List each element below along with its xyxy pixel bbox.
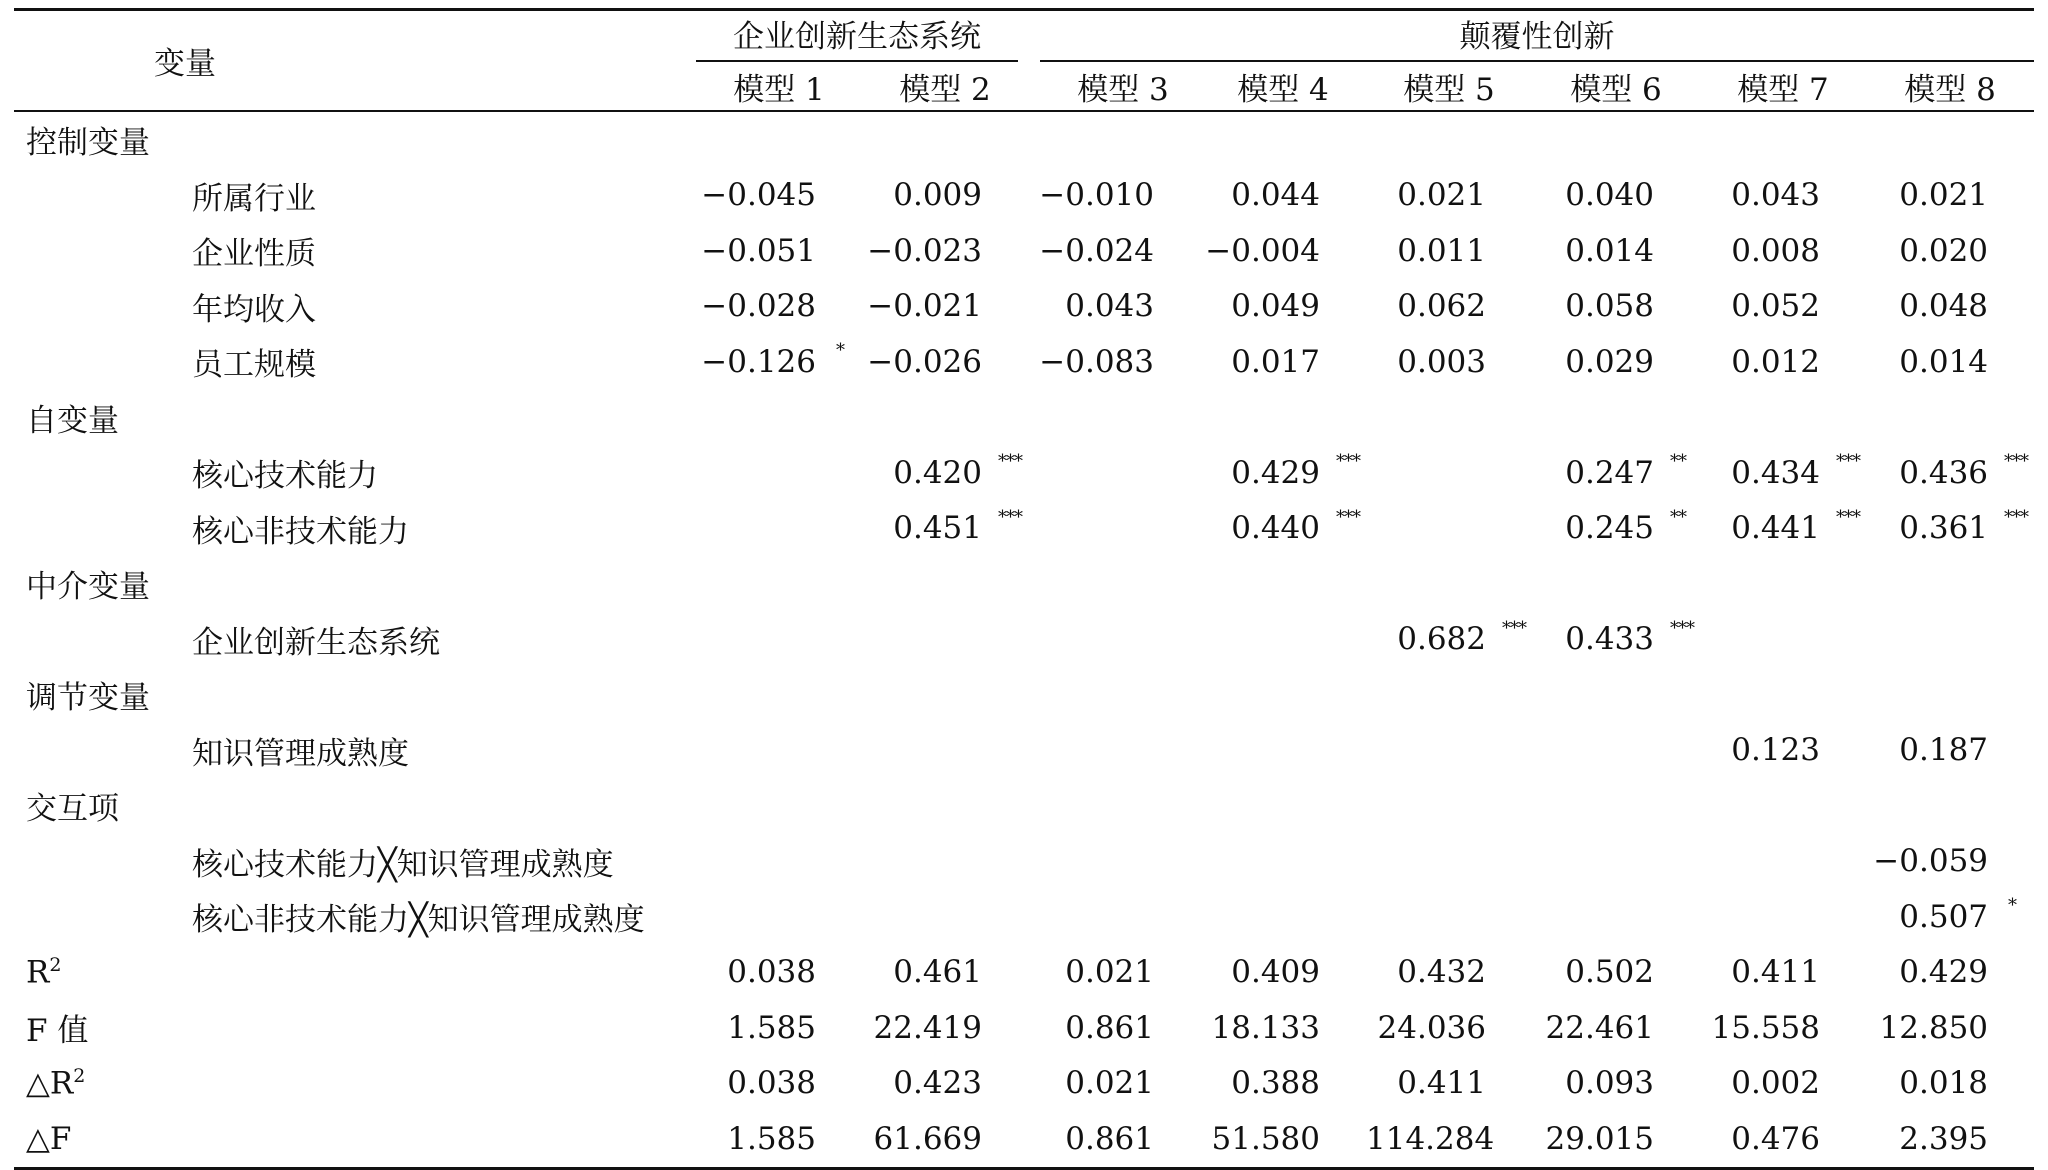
coefficient-value: 0.021 [1899,177,1989,214]
table-row [14,501,2034,557]
stats-label-text: R [26,954,50,991]
coefficient-value: −0.021 [867,288,982,325]
stats-value: 0.429 [1899,954,1989,991]
stats-value: 1.585 [727,1120,816,1157]
row-label: 核心技术能力 [192,458,378,495]
stats-value: 0.093 [1565,1065,1654,1102]
coefficient-value: −0.051 [701,232,816,269]
coefficient-value: 0.429 [1231,454,1320,491]
section-row [14,556,2034,612]
table-row [14,889,2034,945]
stats-row [14,1111,2034,1168]
significance-marker: *** [2004,506,2029,528]
coefficient-cell [696,168,862,224]
coefficient-cell [1200,612,1366,668]
coefficient-cell [1532,612,1700,668]
table-row [14,223,2034,279]
coefficient-cell [1700,723,1866,779]
model-header-1: 模型 1 [696,62,862,111]
significance-marker: ** [1670,451,1686,472]
significance-marker: *** [998,506,1022,528]
coefficient-value: 0.017 [1231,343,1320,380]
table-body [14,111,2034,1168]
row-label: 核心非技术能力 [192,513,409,550]
coefficient-cell [1532,723,1700,779]
coefficient-cell [1532,279,1700,335]
table-row [14,445,2034,501]
model-header-2: 模型 2 [862,62,1028,111]
coefficient-cell [1028,612,1200,668]
coefficient-cell [862,445,1028,501]
coefficient-value: 0.043 [1731,177,1820,214]
coefficient-cell [1700,612,1866,668]
coefficient-cell [1366,889,1532,945]
stats-label-superscript: 2 [49,954,62,977]
stats-value: 0.476 [1731,1120,1820,1157]
coefficient-cell [1366,723,1532,779]
table-row [14,334,2034,390]
coefficient-cell [1532,834,1700,890]
coefficient-cell [1866,723,2034,779]
coefficient-cell [696,501,862,557]
stats-label [14,1111,696,1168]
coefficient-cell [1532,223,1700,279]
stats-value: 0.038 [727,954,816,991]
significance-marker: * [836,340,844,361]
stats-value: 0.388 [1231,1065,1320,1102]
stats-value: 2.395 [1899,1120,1989,1157]
coefficient-cell [1200,834,1366,890]
group-header-disruptive-innovation [1028,10,2034,63]
coefficient-value: 0.020 [1899,232,1989,269]
stats-value: 0.038 [727,1065,816,1102]
coefficient-value: 0.361 [1899,510,1989,547]
coefficient-cell [696,334,862,390]
table-row [14,279,2034,335]
group-header-enterprise-ecosystem-text: 企业创新生态系统 [696,11,1018,62]
coefficient-value: 0.049 [1231,288,1320,325]
stats-value: 0.461 [893,954,982,991]
stats-value: 0.021 [1065,954,1154,991]
stats-value: 29.015 [1545,1120,1654,1157]
coefficient-value: 0.003 [1397,343,1486,380]
coefficient-cell [1028,168,1200,224]
coefficient-value: 0.123 [1731,732,1820,769]
coefficient-value: 0.058 [1565,288,1654,325]
coefficient-cell [1700,334,1866,390]
significance-marker: *** [1836,451,1860,472]
coefficient-cell [1028,501,1200,557]
row-label: 年均收入 [192,291,316,328]
coefficient-cell [1700,501,1866,557]
coefficient-cell [1866,834,2034,890]
stats-value: 114.284 [1366,1120,1495,1157]
coefficient-cell [1700,223,1866,279]
significance-marker: *** [1336,451,1360,472]
coefficient-cell [696,834,862,890]
coefficient-value: 0.009 [893,177,982,214]
coefficient-value: 0.247 [1565,454,1654,491]
stats-value: 0.861 [1065,1009,1154,1046]
row-label: 知识管理成熟度 [192,735,409,772]
section-title: 交互项 [26,791,119,828]
stats-value: 24.036 [1377,1009,1486,1046]
model-header-5: 模型 5 [1366,62,1532,111]
coefficient-cell [1200,168,1366,224]
section-row [14,111,2034,168]
row-label: 核心技术能力╳知识管理成熟度 [192,846,614,883]
coefficient-cell [1700,279,1866,335]
coefficient-cell [1200,501,1366,557]
coefficient-cell [696,723,862,779]
coefficient-value: 0.014 [1565,232,1654,269]
stats-label-text: △F [26,1120,72,1157]
section-row [14,390,2034,446]
coefficient-value: 0.436 [1899,454,1989,491]
model-header-8: 模型 8 [1866,62,2034,111]
significance-marker: * [2008,895,2017,916]
coefficient-cell [862,889,1028,945]
coefficient-cell [1532,889,1700,945]
coefficient-cell [1866,168,2034,224]
coefficient-cell [1866,889,2034,945]
coefficient-value: −0.126 [701,343,816,380]
coefficient-cell [1866,445,2034,501]
model-header-4: 模型 4 [1200,62,1366,111]
row-label: 企业创新生态系统 [192,624,440,661]
table-header [14,10,2034,112]
coefficient-cell [862,501,1028,557]
stats-value: 0.423 [893,1065,982,1102]
stats-row [14,945,2034,1001]
model-header-7: 模型 7 [1700,62,1866,111]
coefficient-value: −0.028 [701,288,816,325]
coefficient-cell [696,445,862,501]
stats-value: 1.585 [727,1009,816,1046]
coefficient-cell [1366,834,1532,890]
model-header-6: 模型 6 [1532,62,1700,111]
coefficient-cell [1700,168,1866,224]
coefficient-cell [862,168,1028,224]
coefficient-cell [1028,334,1200,390]
stats-label-superscript: 2 [73,1065,86,1088]
coefficient-cell [862,834,1028,890]
stats-value: 15.558 [1711,1009,1820,1046]
significance-marker: *** [998,451,1022,472]
coefficient-cell [1532,501,1700,557]
coefficient-value: 0.434 [1731,454,1820,491]
coefficient-cell [1366,612,1532,668]
coefficient-cell [1866,612,2034,668]
coefficient-value: 0.043 [1065,288,1154,325]
coefficient-cell [1866,334,2034,390]
stats-row [14,1000,2034,1056]
table-row [14,168,2034,224]
coefficient-cell [696,223,862,279]
stats-label-text: △R [26,1065,74,1102]
model-header-3: 模型 3 [1028,62,1200,111]
coefficient-value: 0.014 [1899,343,1989,380]
coefficient-value: 0.441 [1731,510,1820,547]
coefficient-cell [1200,279,1366,335]
stats-value: 0.021 [1065,1065,1154,1102]
section-row [14,778,2034,834]
significance-marker: *** [1336,506,1360,528]
coefficient-cell [696,889,862,945]
coefficient-value: 0.245 [1565,510,1654,547]
coefficient-cell [696,612,862,668]
coefficient-cell [1366,445,1532,501]
row-label: 核心非技术能力╳知识管理成熟度 [192,902,645,939]
variable-column-header: 变量 [14,10,696,112]
coefficient-value: 0.507 [1899,898,1989,935]
coefficient-cell [862,334,1028,390]
coefficient-cell [1200,334,1366,390]
coefficient-value: −0.004 [1205,232,1320,269]
stats-value: 0.002 [1731,1065,1820,1102]
coefficient-cell [1028,279,1200,335]
table-row [14,612,2034,668]
group-header-enterprise-ecosystem [696,10,1028,63]
coefficient-cell [1028,834,1200,890]
stats-value: 12.850 [1879,1009,1989,1046]
coefficient-value: −0.045 [701,177,816,214]
coefficient-cell [1866,279,2034,335]
stats-label [14,945,696,1001]
section-title: 调节变量 [26,680,150,717]
coefficient-cell [1366,334,1532,390]
coefficient-cell [1028,223,1200,279]
coefficient-cell [1200,723,1366,779]
coefficient-value: −0.059 [1873,843,1989,880]
row-label: 员工规模 [192,347,316,384]
coefficient-value: 0.062 [1397,288,1486,325]
coefficient-cell [1532,445,1700,501]
coefficient-cell [862,279,1028,335]
stats-label [14,1000,696,1056]
stats-value: 22.419 [873,1009,982,1046]
coefficient-value: 0.021 [1397,177,1486,214]
table-row [14,723,2034,779]
stats-label-text: F 值 [26,1013,89,1050]
section-title: 中介变量 [26,569,150,606]
coefficient-cell [696,279,862,335]
stats-value: 0.432 [1397,954,1486,991]
coefficient-cell [1532,334,1700,390]
coefficient-value: 0.040 [1565,177,1654,214]
coefficient-value: 0.008 [1731,232,1820,269]
stats-value: 0.409 [1231,954,1320,991]
coefficient-value: 0.420 [893,454,982,491]
regression-table [14,8,2034,1170]
significance-marker: *** [1502,617,1526,639]
coefficient-cell [862,612,1028,668]
section-title: 自变量 [26,402,119,439]
row-label: 企业性质 [192,236,316,273]
coefficient-value: −0.083 [1039,343,1154,380]
section-title: 控制变量 [26,125,150,162]
coefficient-cell [1200,445,1366,501]
coefficient-value: −0.024 [1039,232,1154,269]
coefficient-value: 0.048 [1899,288,1989,325]
row-label: 所属行业 [192,180,316,217]
coefficient-value: 0.012 [1731,343,1820,380]
coefficient-value: 0.440 [1231,510,1320,547]
coefficient-value: 0.433 [1565,621,1654,658]
stats-value: 0.861 [1065,1120,1154,1157]
stats-value: 0.411 [1397,1065,1486,1102]
coefficient-value: 0.052 [1731,288,1820,325]
coefficient-cell [1700,834,1866,890]
significance-marker: *** [2004,451,2029,472]
coefficient-cell [1200,223,1366,279]
coefficient-value: 0.029 [1565,343,1654,380]
significance-marker: ** [1670,506,1686,528]
coefficient-cell [1028,723,1200,779]
section-row [14,667,2034,723]
coefficient-cell [1700,445,1866,501]
coefficient-cell [1866,501,2034,557]
stats-value: 51.580 [1211,1120,1320,1157]
coefficient-cell [1866,223,2034,279]
coefficient-cell [862,223,1028,279]
regression-table-container [14,8,2034,1170]
group-header-disruptive-innovation-text: 颠覆性创新 [1040,11,2034,62]
coefficient-value: −0.023 [867,232,982,269]
significance-marker: *** [1670,617,1694,639]
stats-value: 0.411 [1731,954,1820,991]
coefficient-cell [1028,445,1200,501]
stats-value: 61.669 [873,1120,982,1157]
stats-label [14,1056,696,1112]
stats-row [14,1056,2034,1112]
coefficient-value: 0.044 [1231,177,1320,214]
coefficient-cell [1200,889,1366,945]
stats-value: 0.018 [1899,1065,1989,1102]
stats-value: 0.502 [1565,954,1654,991]
stats-value: 22.461 [1545,1009,1654,1046]
coefficient-cell [1366,501,1532,557]
coefficient-cell [862,723,1028,779]
coefficient-cell [1366,279,1532,335]
coefficient-value: −0.010 [1039,177,1154,214]
coefficient-value: −0.026 [867,343,982,380]
coefficient-value: 0.682 [1397,621,1486,658]
coefficient-value: 0.451 [893,510,982,547]
coefficient-cell [1700,889,1866,945]
stats-value: 18.133 [1211,1009,1320,1046]
coefficient-cell [1532,168,1700,224]
coefficient-value: 0.011 [1397,232,1486,269]
significance-marker: *** [1836,506,1860,528]
coefficient-cell [1366,223,1532,279]
table-row [14,834,2034,890]
coefficient-cell [1028,889,1200,945]
coefficient-value: 0.187 [1899,732,1989,769]
coefficient-cell [1366,168,1532,224]
